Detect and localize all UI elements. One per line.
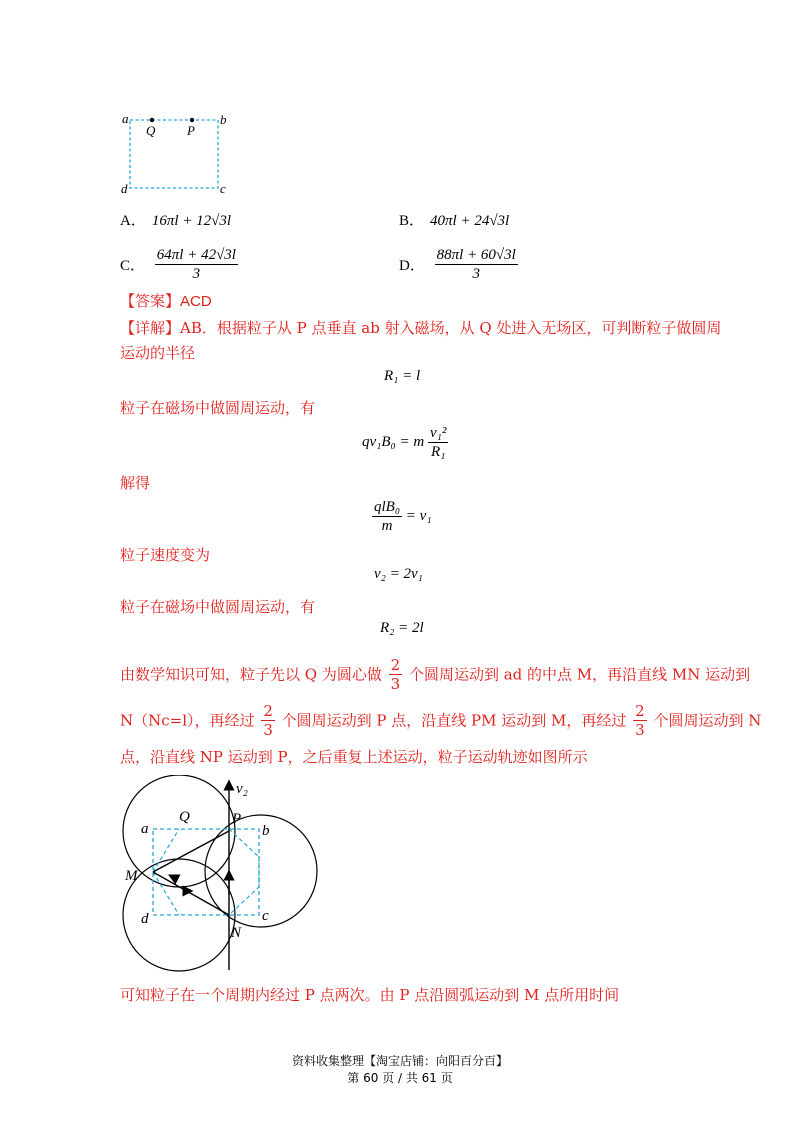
eq-force: qv₁B₀ = m $\frac{\text{v₁²}}{\text{R₁}}$ xyxy=(362,425,447,460)
label-P2: P xyxy=(232,811,242,827)
eq-r1: R₁ = l xyxy=(384,368,421,384)
option-d[interactable]: D． $\frac{88\pi l + 60√3l}{3}$ xyxy=(399,247,516,282)
detail-line-7: 由数学知识可知，粒子先以 Q 为圆心做 $\frac{2}{3}$ 个圆周运动到 ad 的中点 M，再沿直线 MN 运动到 xyxy=(120,656,751,693)
eq-v2: v₂ = 2v₁ xyxy=(374,566,423,582)
detail-line-8: N（Nc=l），再经过 $\frac{2}{3}$ 个圆周运动到 P 点，沿直线 PM 运动到 M，再经过 $\frac{2}{3}$ 个圆周运动到 N xyxy=(120,702,762,739)
label-Q: Q xyxy=(146,123,156,138)
detail-line-5: 粒子速度变为 xyxy=(120,546,211,564)
detail-line-2: 运动的半径 xyxy=(120,344,196,362)
label-c2: c xyxy=(262,908,269,924)
detail-line-1: 【详解】AB．根据粒子从 P 点垂直 ab 射入磁场，从 Q 处进入无场区，可判断粒子做圆周 xyxy=(120,319,722,337)
label-N2: N xyxy=(231,925,242,941)
label-a: a xyxy=(122,111,129,126)
detail-line-6: 粒子在磁场中做圆周运动，有 xyxy=(120,598,316,616)
footer-source: 资料收集整理【淘宝店铺：向阳百分百】 xyxy=(291,1054,508,1068)
option-b[interactable]: B． 40πl + 24√3l xyxy=(399,213,510,229)
footer-page-number: 第 60 页 / 共 61 页 xyxy=(347,1071,453,1085)
figure-rectangle-abcd xyxy=(118,108,238,198)
label-M2: M xyxy=(125,868,138,884)
detail-line-10: 可知粒子在一个周期内经过 P 点两次。由 P 点沿圆弧运动到 M 点所用时间 xyxy=(120,986,620,1004)
detail-line-4: 解得 xyxy=(120,474,151,492)
label-c: c xyxy=(220,181,226,196)
label-b: b xyxy=(220,112,227,127)
label-d: d xyxy=(121,181,128,196)
label-a2: a xyxy=(141,821,149,837)
option-a[interactable]: A． 16πl + 12√3l xyxy=(120,213,232,229)
eq-v1: $\frac{\text{qlB₀}}{m}$ = v₁ xyxy=(374,499,432,534)
detail-line-3: 粒子在磁场中做圆周运动，有 xyxy=(120,399,316,417)
label-d2: d xyxy=(141,911,149,927)
label-v2: v₂ xyxy=(236,781,248,797)
option-c[interactable]: C． $\frac{64\pi l + 42√3l}{3}$ xyxy=(120,247,236,282)
label-b2: b xyxy=(262,823,270,839)
answer-line: 【答案】ACD xyxy=(120,292,212,310)
detail-line-9: 点，沿直线 NP 运动到 P，之后重复上述运动，粒子运动轨迹如图所示 xyxy=(120,748,588,766)
eq-r2: R₂ = 2l xyxy=(380,620,424,636)
label-Q2: Q xyxy=(179,809,190,825)
label-P: P xyxy=(187,123,195,138)
figure-trajectory xyxy=(115,775,325,980)
